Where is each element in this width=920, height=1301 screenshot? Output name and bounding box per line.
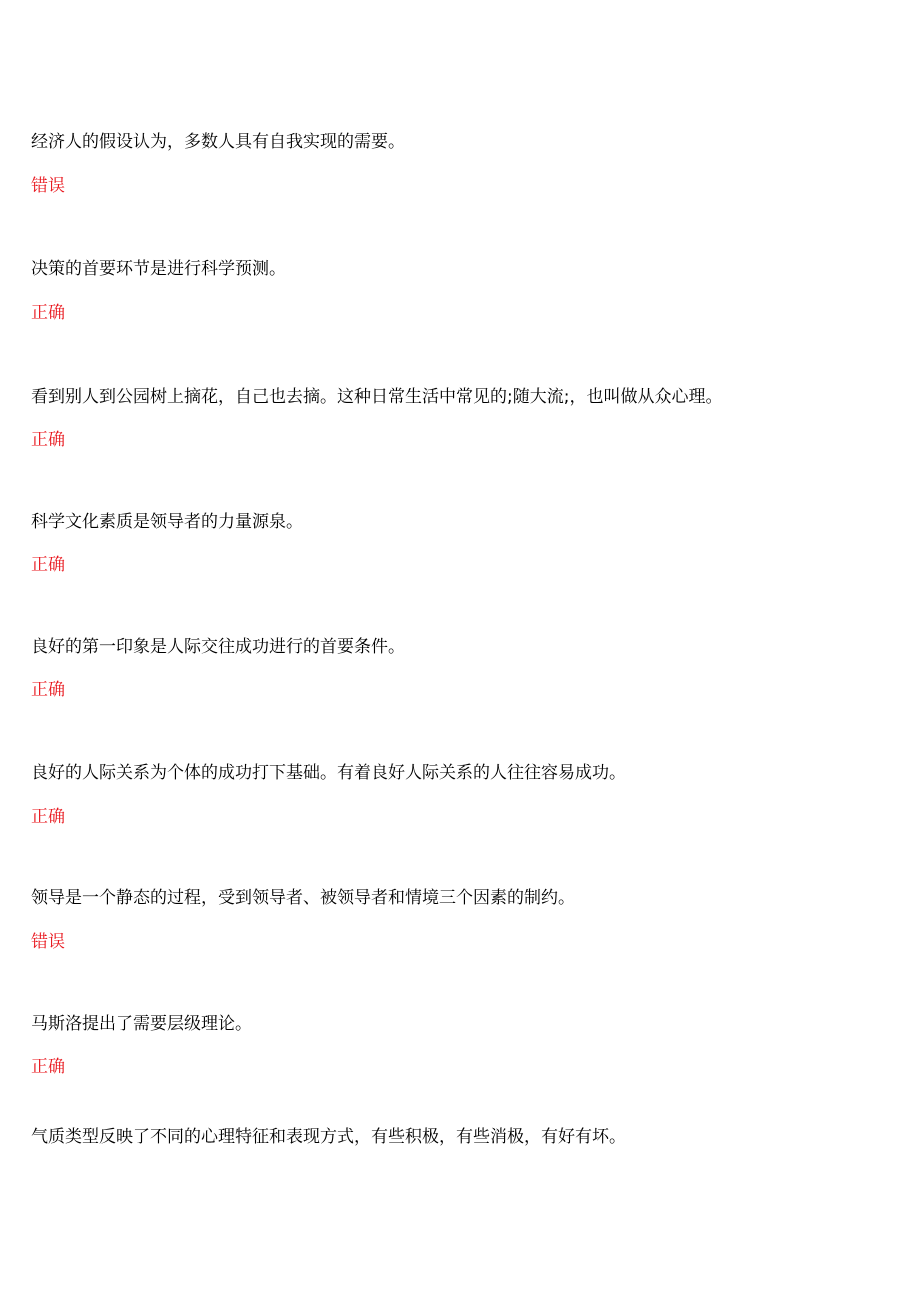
answer-text: 正确 bbox=[31, 680, 65, 700]
answer-text: 错误 bbox=[31, 176, 65, 196]
question-text: 领导是一个静态的过程，受到领导者、被领导者和情境三个因素的制约。 bbox=[31, 888, 575, 908]
question-text: 良好的人际关系为个体的成功打下基础。有着良好人际关系的人往往容易成功。 bbox=[31, 763, 626, 783]
answer-text: 正确 bbox=[31, 555, 65, 575]
question-text: 气质类型反映了不同的心理特征和表现方式，有些积极，有些消极，有好有坏。 bbox=[31, 1127, 626, 1147]
question-text: 决策的首要环节是进行科学预测。 bbox=[31, 259, 286, 279]
question-text: 马斯洛提出了需要层级理论。 bbox=[31, 1014, 252, 1034]
question-text: 看到别人到公园树上摘花，自己也去摘。这种日常生活中常见的;随大流;，也叫做从众心理。 bbox=[31, 387, 723, 407]
answer-text: 错误 bbox=[31, 932, 65, 952]
answer-text: 正确 bbox=[31, 1057, 65, 1077]
question-text: 科学文化素质是领导者的力量源泉。 bbox=[31, 512, 303, 532]
answer-text: 正确 bbox=[31, 807, 65, 827]
question-text: 良好的第一印象是人际交往成功进行的首要条件。 bbox=[31, 637, 405, 657]
answer-text: 正确 bbox=[31, 430, 65, 450]
answer-text: 正确 bbox=[31, 303, 65, 323]
question-text: 经济人的假设认为，多数人具有自我实现的需要。 bbox=[31, 132, 405, 152]
